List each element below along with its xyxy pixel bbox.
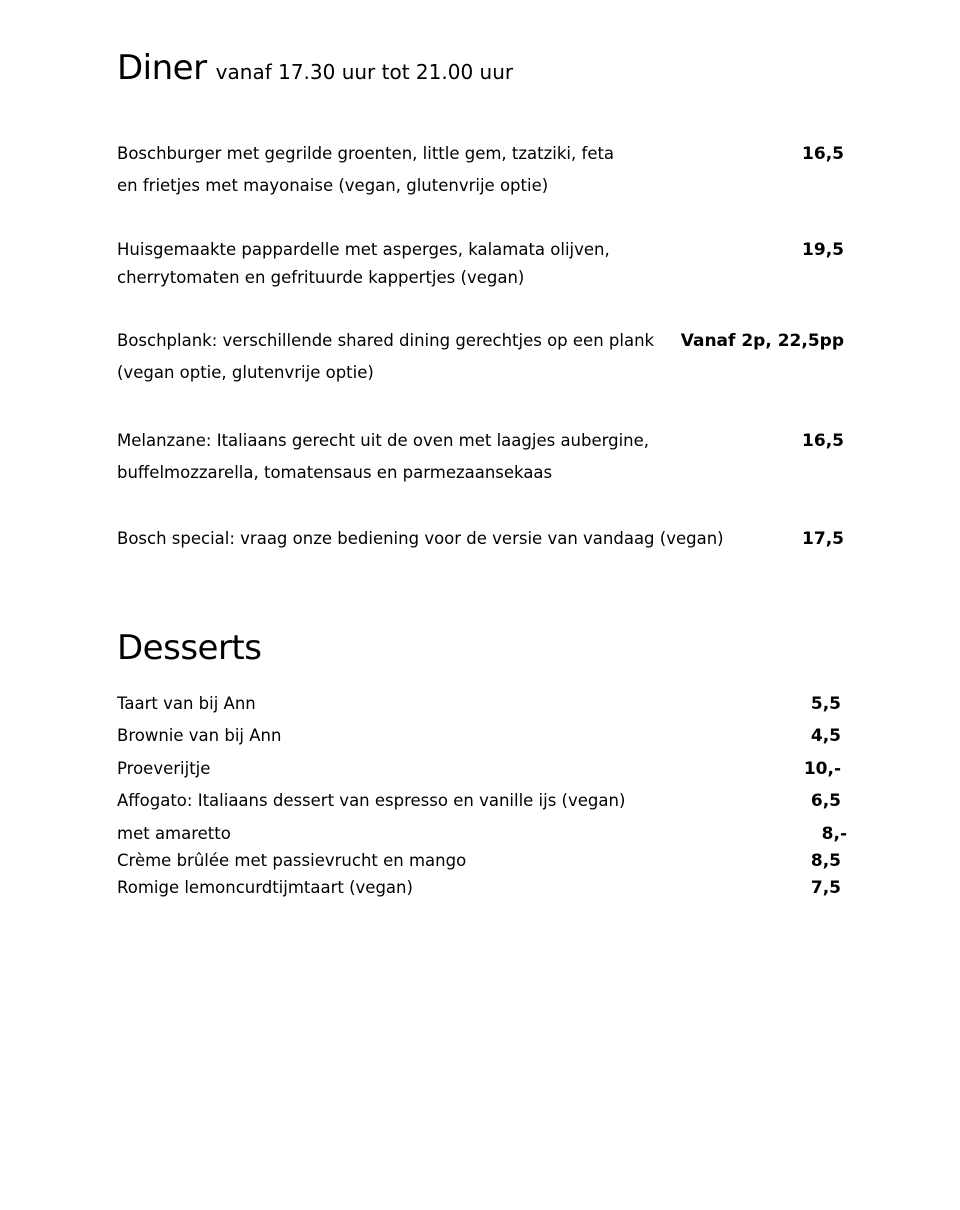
menu-item-line: Boschplank: verschillende shared dining gerechtjes op een plank: [117, 331, 655, 350]
diner-heading: [117, 48, 513, 88]
menu-item-price: 17,5: [802, 529, 844, 549]
diner-title: Diner: [117, 48, 207, 88]
menu-item-price: 16,5: [802, 431, 844, 451]
menu-item-price: Vanaf 2p, 22,5pp: [680, 331, 844, 351]
menu-item-description: [117, 236, 677, 292]
dessert-price: 4,5: [810, 726, 841, 746]
dessert-name: Affogato: Italiaans dessert van espresso en vanille ijs (vegan): [117, 791, 626, 810]
dessert-item: [117, 755, 844, 783]
desserts-title: Desserts: [117, 628, 262, 668]
menu-item-line: buffelmozzarella, tomatensaus en parmezaansekaas: [117, 463, 553, 482]
dessert-price: 8,-: [821, 824, 847, 844]
dessert-item: [117, 820, 847, 848]
dessert-item: [117, 787, 844, 815]
menu-item-line: (vegan optie, glutenvrije optie): [117, 363, 374, 382]
diner-hours: vanaf 17.30 uur tot 21.00 uur: [215, 60, 514, 84]
menu-item-price: 19,5: [802, 240, 844, 260]
dessert-item: [117, 722, 844, 750]
menu-item-line: cherrytomaten en gefrituurde kappertjes (vegan): [117, 268, 525, 287]
menu-item-description: [117, 325, 677, 389]
menu-item-description: [117, 425, 677, 489]
menu-item-line: Boschburger met gegrilde groenten, little gem, tzatziki, feta: [117, 144, 615, 163]
menu-item: [117, 236, 844, 292]
dessert-price: 5,5: [810, 694, 841, 714]
dessert-price: 8,5: [810, 851, 841, 871]
dessert-name: Crème brûlée met passievrucht en mango: [117, 851, 467, 870]
menu-item-line: en frietjes met mayonaise (vegan, glutenvrije optie): [117, 176, 549, 195]
menu-item-line: Huisgemaakte pappardelle met asperges, kalamata olijven,: [117, 240, 610, 259]
dessert-name: Brownie van bij Ann: [117, 726, 282, 745]
dessert-price: 10,-: [803, 759, 841, 779]
menu-item-price: 16,5: [802, 144, 844, 164]
menu-item-description: [117, 138, 677, 202]
dessert-price: 7,5: [810, 878, 841, 898]
menu-item-line: Bosch special: vraag onze bediening voor de versie van vandaag (vegan): [117, 529, 724, 548]
menu-item: [117, 523, 844, 555]
dessert-item: [117, 690, 844, 718]
dessert-name: Romige lemoncurdtijmtaart (vegan): [117, 878, 413, 897]
menu-item-description: [117, 523, 737, 555]
dessert-name: Proeverijtje: [117, 759, 211, 778]
menu-item-line: Melanzane: Italiaans gerecht uit de oven met laagjes aubergine,: [117, 431, 650, 450]
dessert-name: Taart van bij Ann: [117, 694, 256, 713]
dessert-item: [117, 874, 844, 902]
menu-item: [117, 138, 844, 202]
dessert-price: 6,5: [810, 791, 841, 811]
dessert-name: met amaretto: [117, 824, 231, 843]
menu-item: [117, 325, 844, 389]
menu-item: [117, 425, 844, 489]
dessert-item: [117, 847, 844, 875]
